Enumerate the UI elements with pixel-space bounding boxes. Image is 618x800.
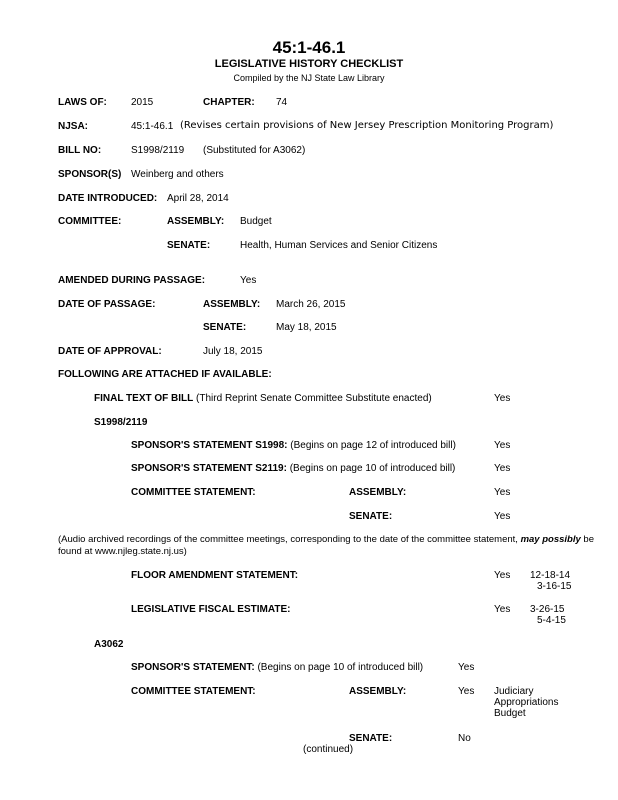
a-sponsor-note: (Begins on page 10 of introduced bill) bbox=[257, 662, 424, 673]
committee-assembly-label: ASSEMBLY: bbox=[167, 216, 225, 227]
s-section-heading: S1998/2119 bbox=[94, 417, 148, 428]
audio-note-emphasis: may possibly bbox=[520, 534, 581, 545]
date-of-approval-value: July 18, 2015 bbox=[203, 346, 263, 357]
final-text-row bbox=[94, 393, 432, 404]
amended-value: Yes bbox=[240, 275, 257, 286]
passage-assembly-value: March 26, 2015 bbox=[276, 299, 346, 310]
passage-assembly-label: ASSEMBLY: bbox=[203, 299, 261, 310]
passage-senate-value: May 18, 2015 bbox=[276, 322, 337, 333]
final-text-value: Yes bbox=[494, 393, 511, 404]
a-committee-statement-label: COMMITTEE STATEMENT: bbox=[131, 686, 256, 697]
a-sponsor-row bbox=[131, 662, 423, 673]
sponsor-s1998-label: SPONSOR'S STATEMENT S1998: bbox=[131, 440, 288, 451]
chapter-value: 74 bbox=[276, 97, 288, 108]
passage-senate-label: SENATE: bbox=[203, 322, 247, 333]
fiscal-estimate-date-2: 5-4-15 bbox=[537, 615, 566, 626]
amended-label: AMENDED DURING PASSAGE: bbox=[58, 275, 206, 286]
s-committee-senate-label: SENATE: bbox=[349, 511, 393, 522]
a-committee-assembly-label: ASSEMBLY: bbox=[349, 686, 407, 697]
committee-assembly-value: Budget bbox=[240, 216, 272, 227]
audio-note bbox=[58, 534, 603, 558]
bill-no-label: BILL NO: bbox=[58, 145, 102, 156]
attached-heading: FOLLOWING ARE ATTACHED IF AVAILABLE: bbox=[58, 369, 272, 380]
fiscal-estimate-value: Yes bbox=[494, 604, 511, 615]
date-of-passage-label: DATE OF PASSAGE: bbox=[58, 299, 156, 310]
sponsor-s2119-row bbox=[131, 463, 455, 474]
sponsor-s2119-label: SPONSOR'S STATEMENT S2119: bbox=[131, 463, 287, 474]
fiscal-estimate-label: LEGISLATIVE FISCAL ESTIMATE: bbox=[131, 604, 291, 615]
a-committee-name: Budget bbox=[494, 708, 526, 719]
floor-amendment-value: Yes bbox=[494, 570, 511, 581]
a-committee-senate-value: No bbox=[458, 733, 471, 744]
sponsor-s1998-value: Yes bbox=[494, 440, 511, 451]
floor-amendment-label: FLOOR AMENDMENT STATEMENT: bbox=[131, 570, 299, 581]
sponsor-label: SPONSOR(S) bbox=[58, 169, 122, 180]
s-committee-senate-value: Yes bbox=[494, 511, 511, 522]
s-committee-assembly-value: Yes bbox=[494, 487, 511, 498]
njsa-label: NJSA: bbox=[58, 121, 89, 132]
date-of-approval-label: DATE OF APPROVAL: bbox=[58, 346, 162, 357]
chapter-label: CHAPTER: bbox=[203, 97, 255, 108]
sponsor-s2119-value: Yes bbox=[494, 463, 511, 474]
a-section-heading: A3062 bbox=[94, 639, 124, 650]
laws-of-label: LAWS OF: bbox=[58, 97, 107, 108]
page-subtitle: LEGISLATIVE HISTORY CHECKLIST bbox=[214, 58, 404, 70]
bill-no-note: (Substituted for A3062) bbox=[203, 145, 306, 156]
audio-note-post: be found at www.njleg.state.nj.us) bbox=[58, 534, 594, 557]
final-text-note: (Third Reprint Senate Committee Substitute enacted) bbox=[196, 393, 432, 404]
a-committee-assembly-value: Yes bbox=[458, 686, 475, 697]
committee-senate-label: SENATE: bbox=[167, 240, 211, 251]
fiscal-estimate-date-1: 3-26-15 bbox=[530, 604, 565, 615]
laws-of-value: 2015 bbox=[131, 97, 154, 108]
compiled-by: Compiled by the NJ State Law Library bbox=[233, 73, 385, 83]
floor-amendment-date-1: 12-18-14 bbox=[530, 570, 571, 581]
s-committee-assembly-label: ASSEMBLY: bbox=[349, 487, 407, 498]
audio-note-pre: (Audio archived recordings of the committee meetings, corresponding to the date of the committee statement, bbox=[58, 534, 518, 545]
floor-amendment-date-2: 3-16-15 bbox=[537, 581, 572, 592]
bill-no-value: S1998/2119 bbox=[131, 145, 185, 156]
a-committee-name: Appropriations bbox=[494, 697, 559, 708]
committee-senate-value: Health, Human Services and Senior Citizens bbox=[240, 240, 438, 251]
s-committee-statement-label: COMMITTEE STATEMENT: bbox=[131, 487, 256, 498]
sponsor-value: Weinberg and others bbox=[131, 169, 224, 180]
page-title: 45:1-46.1 bbox=[272, 38, 346, 57]
sponsor-s1998-row bbox=[131, 440, 456, 451]
a-sponsor-value: Yes bbox=[458, 662, 475, 673]
date-introduced-value: April 28, 2014 bbox=[167, 193, 229, 204]
committee-label: COMMITTEE: bbox=[58, 216, 122, 227]
sponsor-s2119-note: (Begins on page 10 of introduced bill) bbox=[289, 463, 456, 474]
a-sponsor-label: SPONSOR'S STATEMENT: bbox=[131, 662, 255, 673]
date-introduced-label: DATE INTRODUCED: bbox=[58, 193, 158, 204]
a-committee-senate-label: SENATE: bbox=[349, 733, 393, 744]
continued-note: (continued) bbox=[303, 744, 354, 755]
sponsor-s1998-note: (Begins on page 12 of introduced bill) bbox=[290, 440, 456, 451]
a-committee-name: Judiciary bbox=[494, 686, 534, 697]
njsa-value: 45:1-46.1 bbox=[131, 121, 174, 132]
final-text-label: FINAL TEXT OF BILL bbox=[94, 393, 194, 404]
njsa-description: (Revises certain provisions of New Jersey Prescription Monitoring Program) bbox=[180, 120, 554, 131]
